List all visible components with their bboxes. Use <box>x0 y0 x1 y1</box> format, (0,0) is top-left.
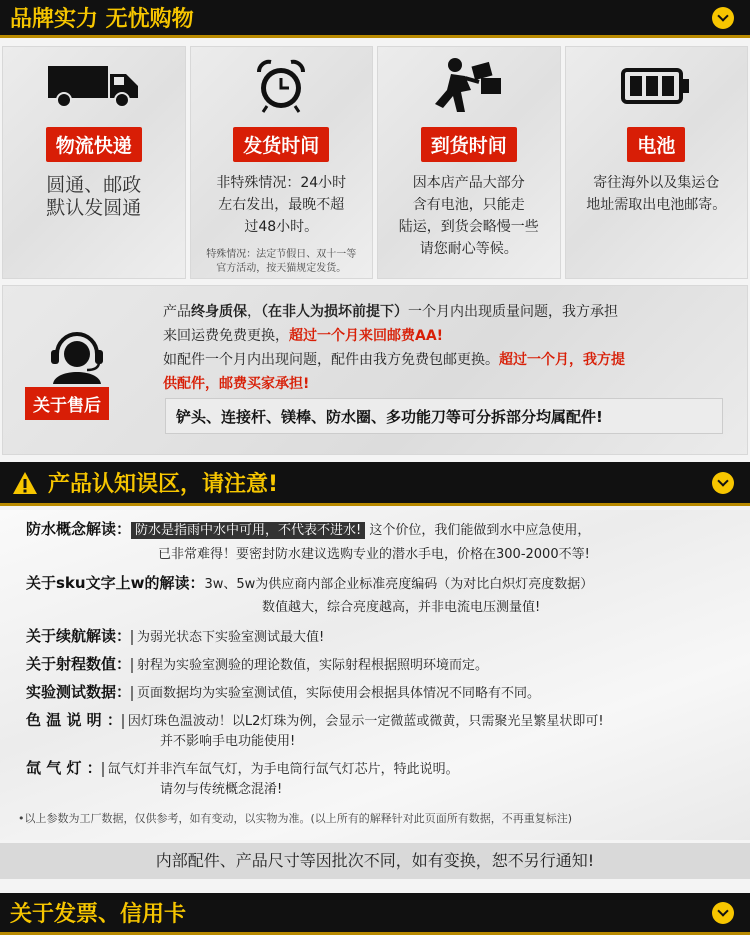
knowledge-row-xenon <box>26 757 730 781</box>
knowledge-row-color-temp-2 <box>160 731 730 753</box>
logistics-card <box>2 46 186 279</box>
internal-notice: 内部配件、产品尺寸等因批次不同，如有变换，恕不另行通知! <box>0 843 750 879</box>
after-sales-tag: 关于售后 <box>25 387 109 420</box>
text-red: 供配件，邮费买家承担! <box>163 376 310 392</box>
card-small-line: 特殊情况：法定节假日、双十一等 <box>206 249 357 260</box>
parts-box: 铲头、连接杆、镁棒、防水圈、多功能刀等可分拆部分均属配件! <box>165 398 723 434</box>
row-label: 实验测试数据： <box>26 683 132 701</box>
row-value: 这个价位，我们能做到水中应急使用， <box>369 523 591 538</box>
card-tag: 发货时间 <box>233 127 329 162</box>
knowledge-row-test <box>26 681 730 705</box>
card-desc <box>566 172 748 216</box>
brand-banner-title: 品牌实力 无忧购物 <box>10 7 194 32</box>
row-label: 氙 气 灯 ： <box>26 759 102 777</box>
after-sales-text <box>163 300 731 396</box>
text: 一个月内出现质量问题，我方承担 <box>408 304 618 320</box>
alarm-clock-icon <box>191 47 373 125</box>
card-small-note <box>191 248 373 276</box>
headset-person-icon <box>47 330 107 388</box>
text-bold: 终身质保 <box>191 304 247 320</box>
row-label: 色 温 说 明 ： <box>26 711 122 729</box>
card-line: 默认发圆通 <box>46 197 142 219</box>
arrival-time-card <box>377 46 561 279</box>
row-label: 关于续航解读： <box>26 627 132 645</box>
card-desc <box>3 174 185 220</box>
card-line: 过48小时。 <box>244 219 319 235</box>
text-bold: （在非人为损坏前提下） <box>261 304 408 320</box>
row-value: 为弱光状态下实验室测试最大值! <box>131 630 324 645</box>
knowledge-banner-title: 产品认知误区，请注意! <box>48 472 279 497</box>
text: 如配件一个月内出现问题，配件由我方免费包邮更换。 <box>163 352 499 368</box>
row-highlight: 防水是指雨中水中可用，不代表不进水! <box>131 522 365 539</box>
card-tag: 电池 <box>627 127 685 162</box>
invoice-banner-title: 关于发票、信用卡 <box>10 902 187 927</box>
delivery-man-icon <box>378 47 560 125</box>
knowledge-row-waterproof-2 <box>158 544 730 566</box>
row-value: 氙气灯并非汽车氙气灯，为手电筒行氙气灯芯片，特此说明。 <box>102 762 459 777</box>
chevron-down-icon[interactable] <box>712 902 734 924</box>
text: 产品 <box>163 304 191 320</box>
card-desc <box>191 172 373 238</box>
card-line: 地址需取出电池邮寄。 <box>586 197 727 213</box>
row-label: 关于sku文字上w的解读： <box>26 574 205 592</box>
battery-card <box>565 46 749 279</box>
knowledge-row-color-temp <box>26 709 730 733</box>
row-value: 页面数据均为实验室测试值，实际使用会根据具体情况不同略有不同。 <box>131 686 540 701</box>
truck-icon <box>3 47 185 125</box>
invoice-banner <box>0 893 750 935</box>
knowledge-row-sku-2 <box>262 597 730 619</box>
card-desc <box>378 172 560 260</box>
row-label: 关于射程数值： <box>26 655 132 673</box>
knowledge-row-sku <box>26 572 730 596</box>
row-value: 3w、5w为供应商内部企业标准亮度编码（为对比白炽灯亮度数据） <box>204 577 594 592</box>
card-line: 因本店产品大部分 <box>412 175 525 191</box>
card-line: 陆运，到货会略慢一些 <box>398 219 539 235</box>
knowledge-row-waterproof <box>26 518 730 542</box>
card-line: 圆通、邮政 <box>46 174 142 196</box>
brand-banner <box>0 0 750 38</box>
after-sales-left <box>3 286 153 456</box>
knowledge-row-range <box>26 653 730 677</box>
row-value: 数值越大，综合亮度越高，并非电流电压测量值! <box>262 600 541 615</box>
battery-icon <box>566 47 748 125</box>
card-line: 非特殊情况：24小时 <box>216 175 347 191</box>
service-cards <box>2 46 748 279</box>
after-sales-section <box>2 285 748 455</box>
shipping-time-card <box>190 46 374 279</box>
disclaimer-note: •以上参数为工厂数据，仅供参考，如有变动，以实物为准。(以上所有的解释针对此页面所有数据，不再重复标注) <box>18 812 573 825</box>
knowledge-banner <box>0 462 750 506</box>
knowledge-row-xenon-2 <box>160 779 730 801</box>
card-line: 左右发出，最晚不超 <box>218 197 345 213</box>
card-tag: 物流快递 <box>46 127 142 162</box>
row-value: 并不影响手电功能使用! <box>160 734 296 749</box>
text-red: 超过一个月来回邮费AA! <box>289 328 444 344</box>
knowledge-row-endurance <box>26 625 730 649</box>
row-label: 防水概念解读： <box>26 520 132 538</box>
row-value: 请勿与传统概念混淆! <box>160 782 283 797</box>
card-line: 请您耐心等候。 <box>419 241 518 257</box>
text-red: 超过一个月，我方提 <box>499 352 625 368</box>
chevron-down-icon[interactable] <box>712 472 734 494</box>
text: ， <box>247 304 261 320</box>
warning-icon <box>12 471 38 495</box>
row-value: 射程为实验室测验的理论数值，实际射程根据照明环境而定。 <box>131 658 488 673</box>
text: 来回运费免费更换， <box>163 328 289 344</box>
card-tag: 到货时间 <box>421 127 517 162</box>
chevron-down-icon[interactable] <box>712 7 734 29</box>
card-small-line: 官方活动，按天猫规定发货。 <box>216 263 347 274</box>
card-line: 含有电池，只能走 <box>412 197 525 213</box>
row-value: 因灯珠色温波动！以L2灯珠为例，会显示一定微蓝或微黄，只需聚光呈繁星状即可! <box>122 714 604 729</box>
card-line: 寄往海外以及集运仓 <box>593 175 720 191</box>
row-value: 已非常难得！要密封防水建议选购专业的潜水手电，价格在300-2000不等! <box>158 547 590 562</box>
